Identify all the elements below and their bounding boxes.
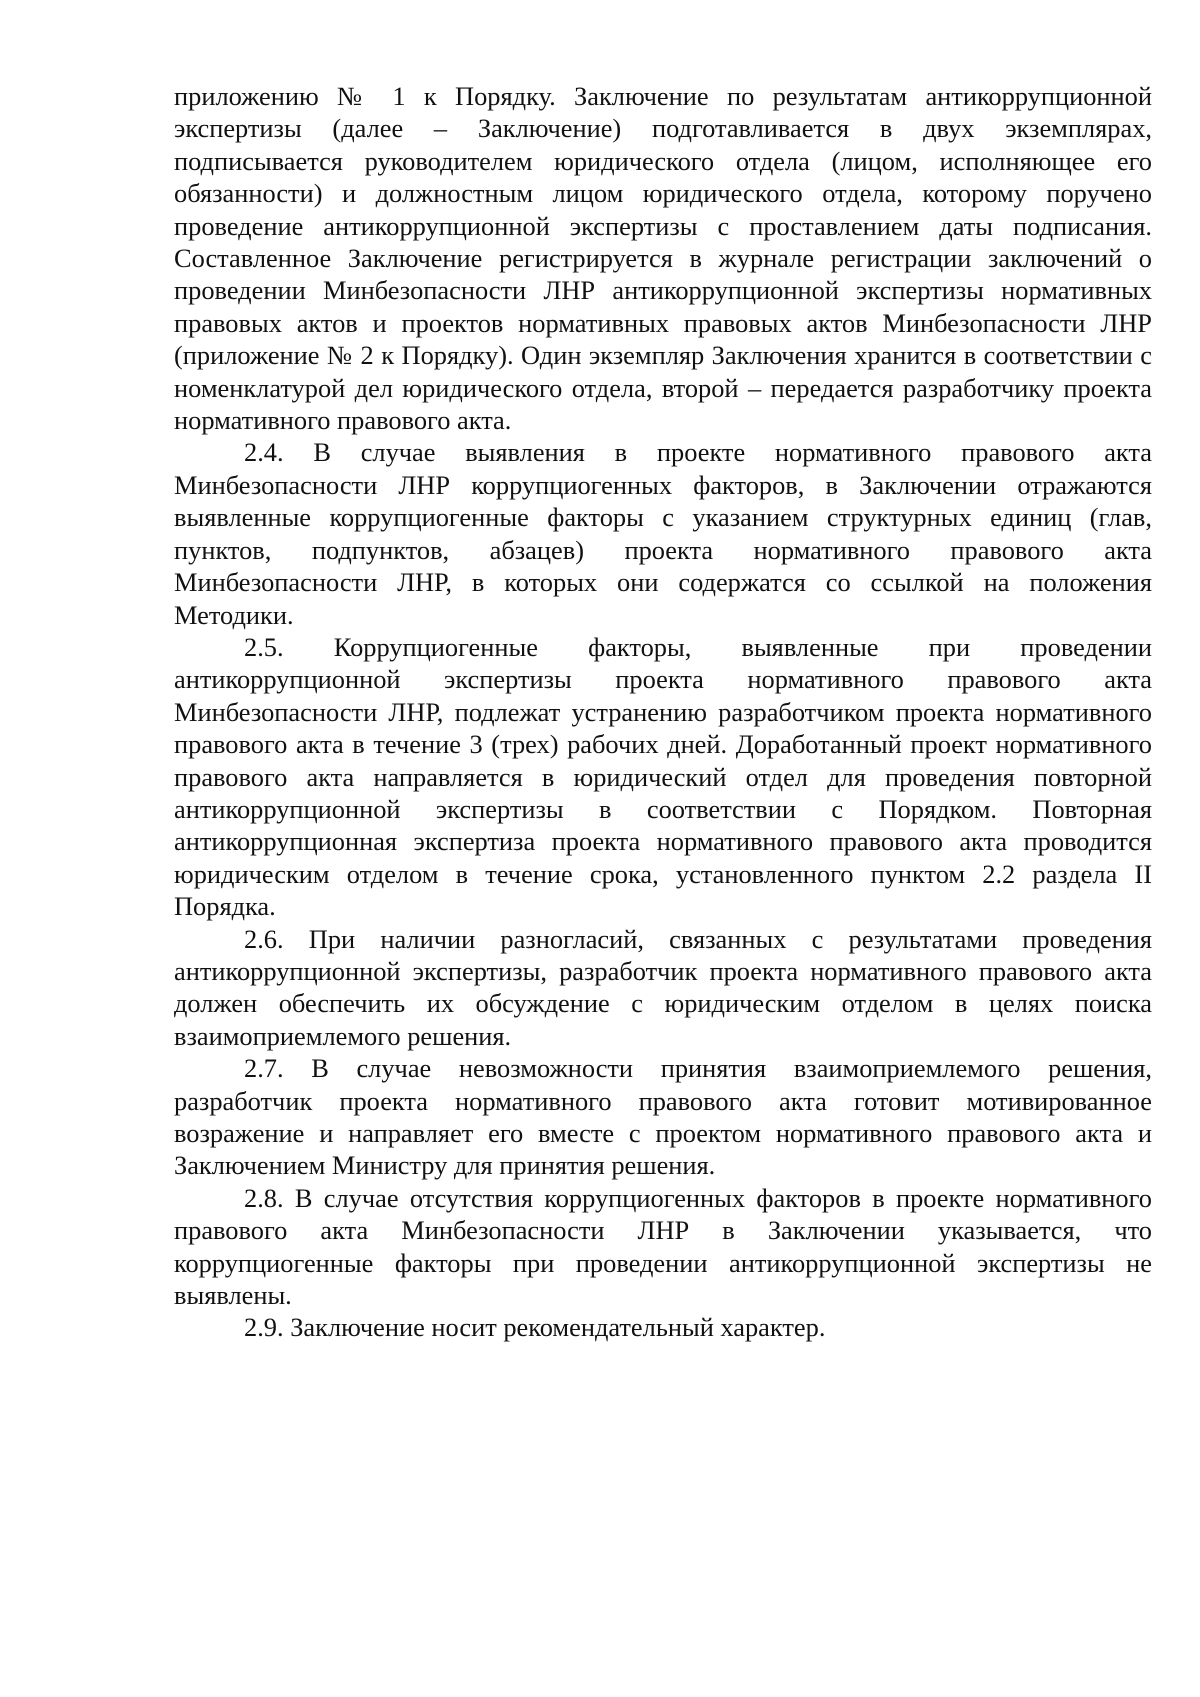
- paragraph-number: 2.4.: [244, 437, 284, 468]
- paragraph-text: При наличии разногласий, связанных с результатами проведения антикоррупционной экспертизы, разработчик проекта нормативного правового акта должен обеспечить их обсуждение с юридическим отделом в целях поиска взаимоприемлемого решения.: [174, 923, 1152, 1051]
- paragraph-text: В случае невозможности принятия взаимоприемлемого решения, разработчик проекта нормативного правового акта готовит мотивированное возражение и направляет его вместе с проектом нормативного правового акта и Заключением Министру для принятия решения.: [174, 1053, 1152, 1181]
- paragraph-text: В случае отсутствия коррупциогенных факторов в проекте нормативного правового акта Минбезопасности ЛНР в Заключении указывается, что коррупциогенные факторы при проведении антикоррупционной экспертизы не выявлены.: [174, 1182, 1152, 1311]
- paragraph-number: 2.9.: [244, 1312, 284, 1343]
- document-page: [174, 80, 1152, 1344]
- paragraph-2-6: [174, 923, 1152, 1053]
- paragraph-2-4: [174, 436, 1152, 630]
- paragraph-text: приложению № 1 к Порядку. Заключение по результатам антикоррупционной экспертизы (далее – Заключение) подготавливается в двух экземплярах, подписывается руководителем юридического отдела (лицом, исполняющее его обязанности) и должностным лицом юридического отдела, которому поручено проведение антикоррупционной экспертизы с проставлением даты подписания. Составленное Заключение регистрируется в журнале регистрации заключений о проведении Минбезопасности ЛНР антикоррупционной экспертизы нормативных правовых актов и проектов нормативных правовых актов Минбезопасности ЛНР (приложение № 2 к Порядку). Один экземпляр Заключения хранится в соответствии с номенклатурой дел юридического отдела, второй – передается разработчику проекта нормативного правового акта.: [174, 81, 1152, 436]
- paragraph-text: В случае выявления в проекте нормативного правового акта Минбезопасности ЛНР коррупциогенных факторов, в Заключении отражаются выявленные коррупциогенные факторы с указанием структурных единиц (глав, пунктов, подпунктов, абзацев) проекта нормативного правового акта Минбезопасности ЛНР, в которых они содержатся со ссылкой на положения Методики.: [174, 437, 1152, 630]
- paragraph-2-8: [174, 1182, 1152, 1312]
- paragraph-number: 2.6.: [244, 923, 284, 954]
- paragraph-2-5: [174, 631, 1152, 923]
- paragraph-continuation: [174, 80, 1152, 436]
- paragraph-number: 2.8.: [244, 1182, 284, 1213]
- paragraph-text: Коррупциогенные факторы, выявленные при проведении антикоррупционной экспертизы проекта нормативного правового акта Минбезопасности ЛНР, подлежат устранению разработчиком проекта нормативного правового акта в течение 3 (трех) рабочих дней. Доработанный проект нормативного правового акта направляется в юридический отдел для проведения повторной антикоррупционной экспертизы в соответствии с Порядком. Повторная антикоррупционная экспертиза проекта нормативного правового акта проводится юридическим отделом в течение срока, установленного пунктом 2.2 раздела II Порядка.: [174, 631, 1152, 922]
- paragraph-text: Заключение носит рекомендательный характер.: [290, 1312, 826, 1343]
- paragraph-2-7: [174, 1052, 1152, 1182]
- paragraph-number: 2.5.: [244, 631, 284, 662]
- paragraph-number: 2.7.: [244, 1053, 284, 1084]
- paragraph-2-9: [174, 1311, 1152, 1343]
